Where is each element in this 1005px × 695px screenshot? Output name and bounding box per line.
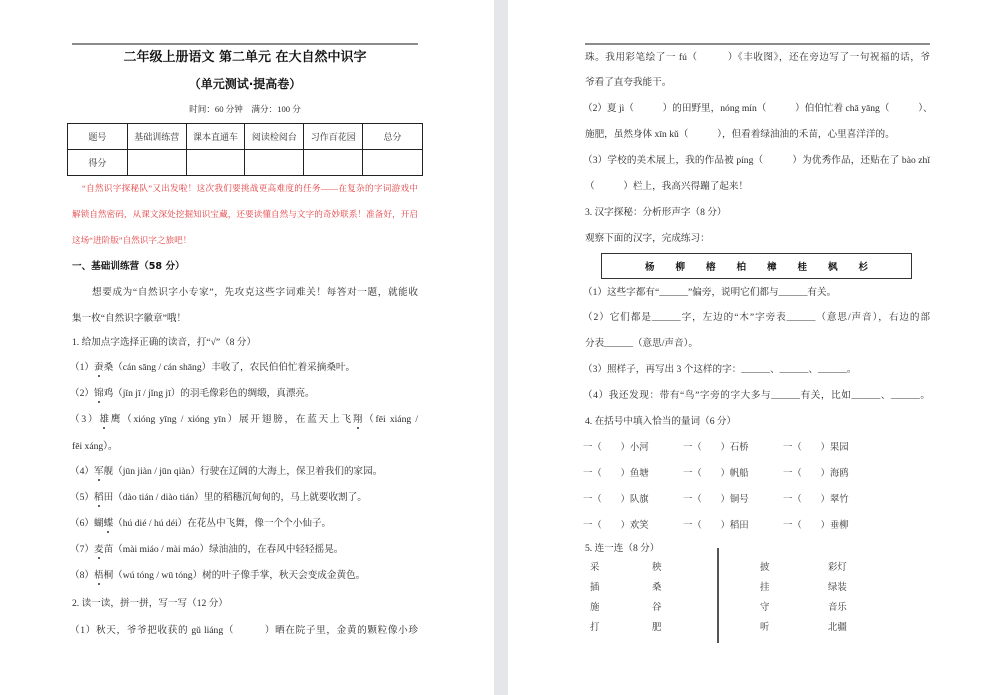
match-verb: 采 <box>590 563 600 573</box>
dotted-char: 蚕 <box>93 362 104 373</box>
measure-word-item <box>683 467 749 481</box>
question-item: （1）这些字都有“______”偏旁，说明它们都与______有关。 <box>583 287 837 298</box>
match-object: 绿装 <box>828 583 847 593</box>
match-verb: 挂 <box>760 583 770 593</box>
character: 樟 <box>767 262 777 273</box>
measure-word-item <box>583 467 649 481</box>
question-item: （2）它们都是______字，左边的“木”字旁表______（意思/声音），右边的部 <box>583 312 930 323</box>
dotted-char: 麦 <box>93 544 104 555</box>
exam-meta: 时间：60 分钟 满分：100 分 <box>189 104 301 114</box>
document-title: 二年级上册语文 第二单元 在大自然中识字 <box>123 50 367 65</box>
question-item-continuation: fēi xáng）。 <box>72 441 118 452</box>
character: 榕 <box>705 262 716 273</box>
blank: 一（ ） <box>683 495 730 505</box>
item-text: 舰（jūn jiàn / jūn qiàn）行驶在辽阔的大海上，保卫着我们的家园。 <box>103 466 383 477</box>
noun: 果园 <box>829 443 849 453</box>
blank: 一（ ） <box>583 495 630 505</box>
header-rule <box>585 43 930 45</box>
match-object: 音乐 <box>828 603 847 613</box>
item-prefix: （4） <box>70 466 94 477</box>
item-prefix: （3） <box>70 414 100 425</box>
document-subtitle: （单元测试·提高卷） <box>188 77 302 91</box>
dotted-char: 锦 <box>93 388 104 399</box>
question-item-continuation: 施肥，虽然身体 xīn kǔ（ ），但看着绿油油的禾苗，心里喜洋洋的。 <box>585 129 895 140</box>
page-gutter <box>494 0 508 695</box>
dotted-char: 稻 <box>93 492 104 503</box>
measure-word-item <box>683 493 749 507</box>
blank: 一（ ） <box>683 521 730 531</box>
dotted-char: 军 <box>93 466 104 477</box>
dotted-char: 翔 <box>352 414 363 425</box>
score-cell <box>245 150 304 176</box>
score-cell <box>363 150 423 176</box>
score-table-header: 基础训练营 <box>127 124 186 150</box>
matching-divider <box>717 548 719 643</box>
item-text: 鸡（jǐn jī / jǐng jī）的羽毛像彩色的绸缎，真漂亮。 <box>103 388 315 399</box>
section-intro-line: 想要成为“自然识字小专家”，先攻克这些字词难关！每答对一题，就能收 <box>92 287 418 298</box>
item-text: 鹰（xióng yīng / xióng yīn）展开翅膀，在蓝天上飞 <box>108 414 353 425</box>
score-table-header: 总分 <box>363 124 423 150</box>
match-verb: 披 <box>760 563 770 573</box>
question-item <box>70 543 343 557</box>
question-instruction: 观察下面的汉字，完成练习： <box>585 233 710 244</box>
item-text: 田（dào tián / diào tián）里的稻穗沉甸甸的，马上就要收割了。 <box>103 492 367 503</box>
dotted-char: 雄 <box>99 414 109 425</box>
dotted-char: 梧 <box>93 570 104 581</box>
noun: 帆船 <box>729 469 749 479</box>
item-text: （hú dié / hú déi）在花丛中飞舞，像一个个小仙子。 <box>113 518 332 529</box>
noun: 稻田 <box>729 521 749 531</box>
question-item: （2）夏 jì（ ）的田野里，nóng mín（ ）伯伯忙着 chā yāng（ ）、 <box>583 103 933 114</box>
measure-word-item <box>583 519 649 533</box>
question-title: 4. 在括号中填入恰当的量词（6 分） <box>585 416 737 427</box>
item-text: 桐（wú tóng / wū tóng）树的叶子像手掌，秋天会变成金黄色。 <box>103 570 366 581</box>
item-text: 桑（cán sāng / cán shāng）丰收了，农民伯伯忙着采摘桑叶。 <box>103 362 356 373</box>
measure-word-item <box>783 441 849 455</box>
intro-line: 这场“进阶版”自然识字之旅吧！ <box>72 235 192 245</box>
question-item-continuation: 分表______（意思/声音）。 <box>585 338 698 349</box>
score-table <box>67 123 423 176</box>
score-row-label: 得分 <box>68 150 128 176</box>
blank: 一（ ） <box>783 443 830 453</box>
question-item <box>70 413 418 427</box>
item-prefix: （5） <box>70 492 94 503</box>
measure-word-item <box>683 441 749 455</box>
score-cell <box>127 150 186 176</box>
question-item-continuation: 爷看了直夸我能干。 <box>585 77 672 88</box>
question-item: （1）秋天，爷爷把收获的 gǔ liáng（ ）晒在院子里，金黄的颗粒像小珍 <box>70 625 418 636</box>
measure-word-item <box>783 519 849 533</box>
header-rule <box>72 43 418 45</box>
blank: 一（ ） <box>583 443 630 453</box>
match-object: 彩灯 <box>828 563 847 573</box>
match-verb: 听 <box>760 623 770 633</box>
noun: 欢笑 <box>629 521 649 531</box>
question-item-continuation: 珠。我用彩笔绘了一 fú（ ）《丰收图》，还在旁边写了一句祝福的话，爷 <box>585 52 930 63</box>
blank: 一（ ） <box>583 469 630 479</box>
item-prefix: （8） <box>70 570 94 581</box>
noun: 翠竹 <box>829 495 849 505</box>
question-item <box>70 569 365 583</box>
question-item: （3）学校的美术展上，我的作品被 píng（ ）为优秀作品，还贴在了 bào zhǐ <box>583 155 930 166</box>
character: 杨 <box>644 262 655 273</box>
noun: 小河 <box>629 443 649 453</box>
item-prefix: （6）蝴 <box>70 518 104 529</box>
question-item <box>70 465 382 479</box>
character: 桂 <box>797 262 808 273</box>
blank: 一（ ） <box>783 495 830 505</box>
match-verb: 施 <box>590 603 600 613</box>
dotted-char: 蝶 <box>103 518 114 529</box>
match-object: 北疆 <box>828 623 847 633</box>
question-item <box>70 491 367 505</box>
item-prefix: （1） <box>70 362 94 373</box>
question-title: 1. 给加点字选择正确的读音，打“√”（8 分） <box>72 337 257 348</box>
section-heading: 一、基础训练营（58 分） <box>72 261 185 272</box>
intro-line: “自然识字探秘队”又出发啦！这次我们要挑战更高难度的任务——在复杂的字词游戏中 <box>82 183 418 193</box>
blank: 一（ ） <box>683 443 730 453</box>
section-intro-line: 集一枚“自然识字徽章”哦！ <box>72 313 187 324</box>
question-title: 3. 汉字探秘：分析形声字（8 分） <box>585 207 727 218</box>
question-title: 2. 读一读，拼一拼，写一写（12 分） <box>72 598 228 609</box>
noun: 石桥 <box>729 443 749 453</box>
intro-line: 解锁自然密码，从课文深处挖掘知识宝藏，还要读懂自然与文字的奇妙联系！准备好，开启 <box>72 209 418 219</box>
match-verb: 插 <box>590 583 600 593</box>
measure-word-item <box>583 441 649 455</box>
character-box <box>601 253 912 279</box>
document-page-1 <box>0 0 494 695</box>
noun: 垂柳 <box>829 521 849 531</box>
measure-word-item <box>783 467 849 481</box>
character: 柳 <box>675 262 685 273</box>
document-page-2 <box>508 0 1005 695</box>
match-object: 秧 <box>652 563 662 573</box>
noun: 队旗 <box>629 495 649 505</box>
question-item: （3）照样子，再写出 3 个这样的字：______、______、______。 <box>583 364 857 375</box>
blank: 一（ ） <box>783 521 830 531</box>
blank: 一（ ） <box>783 469 830 479</box>
character: 柏 <box>736 262 746 273</box>
score-cell <box>304 150 363 176</box>
noun: 鱼塘 <box>629 469 649 479</box>
noun: 海鸥 <box>829 469 849 479</box>
measure-word-item <box>583 493 649 507</box>
measure-word-item <box>683 519 749 533</box>
score-cell <box>186 150 245 176</box>
score-table-header: 阅读检阅台 <box>245 124 304 150</box>
score-table-score-row <box>68 150 423 176</box>
measure-word-item <box>783 493 849 507</box>
score-table-header-row <box>68 124 423 150</box>
match-object: 谷 <box>652 603 662 613</box>
question-item: （4）我还发现：带有“鸟”字旁的字大多与______有关，比如______、______。 <box>583 390 930 401</box>
item-text: （fēi xiáng / <box>362 414 419 425</box>
match-object: 肥 <box>652 623 662 633</box>
question-title: 5. 连一连（8 分） <box>585 543 660 554</box>
item-prefix: （2） <box>70 388 94 399</box>
character: 杉 <box>858 262 869 273</box>
match-object: 桑 <box>652 583 662 593</box>
question-item <box>70 387 315 401</box>
question-item <box>70 517 331 531</box>
noun: 铜号 <box>729 495 749 505</box>
character: 枫 <box>828 262 838 273</box>
score-table-header: 题号 <box>68 124 128 150</box>
match-verb: 守 <box>760 603 770 613</box>
blank: 一（ ） <box>583 521 630 531</box>
question-item <box>70 361 355 375</box>
blank: 一（ ） <box>683 469 730 479</box>
item-prefix: （7） <box>70 544 94 555</box>
item-text: 苗（mài miáo / mài máo）绿油油的，在春风中轻轻摇晃。 <box>103 544 344 555</box>
score-table-header: 习作百花园 <box>304 124 363 150</box>
score-table-header: 课本直通车 <box>186 124 245 150</box>
question-item-continuation: （ ）栏上，我高兴得蹦了起来！ <box>585 181 749 192</box>
match-verb: 打 <box>590 623 600 633</box>
